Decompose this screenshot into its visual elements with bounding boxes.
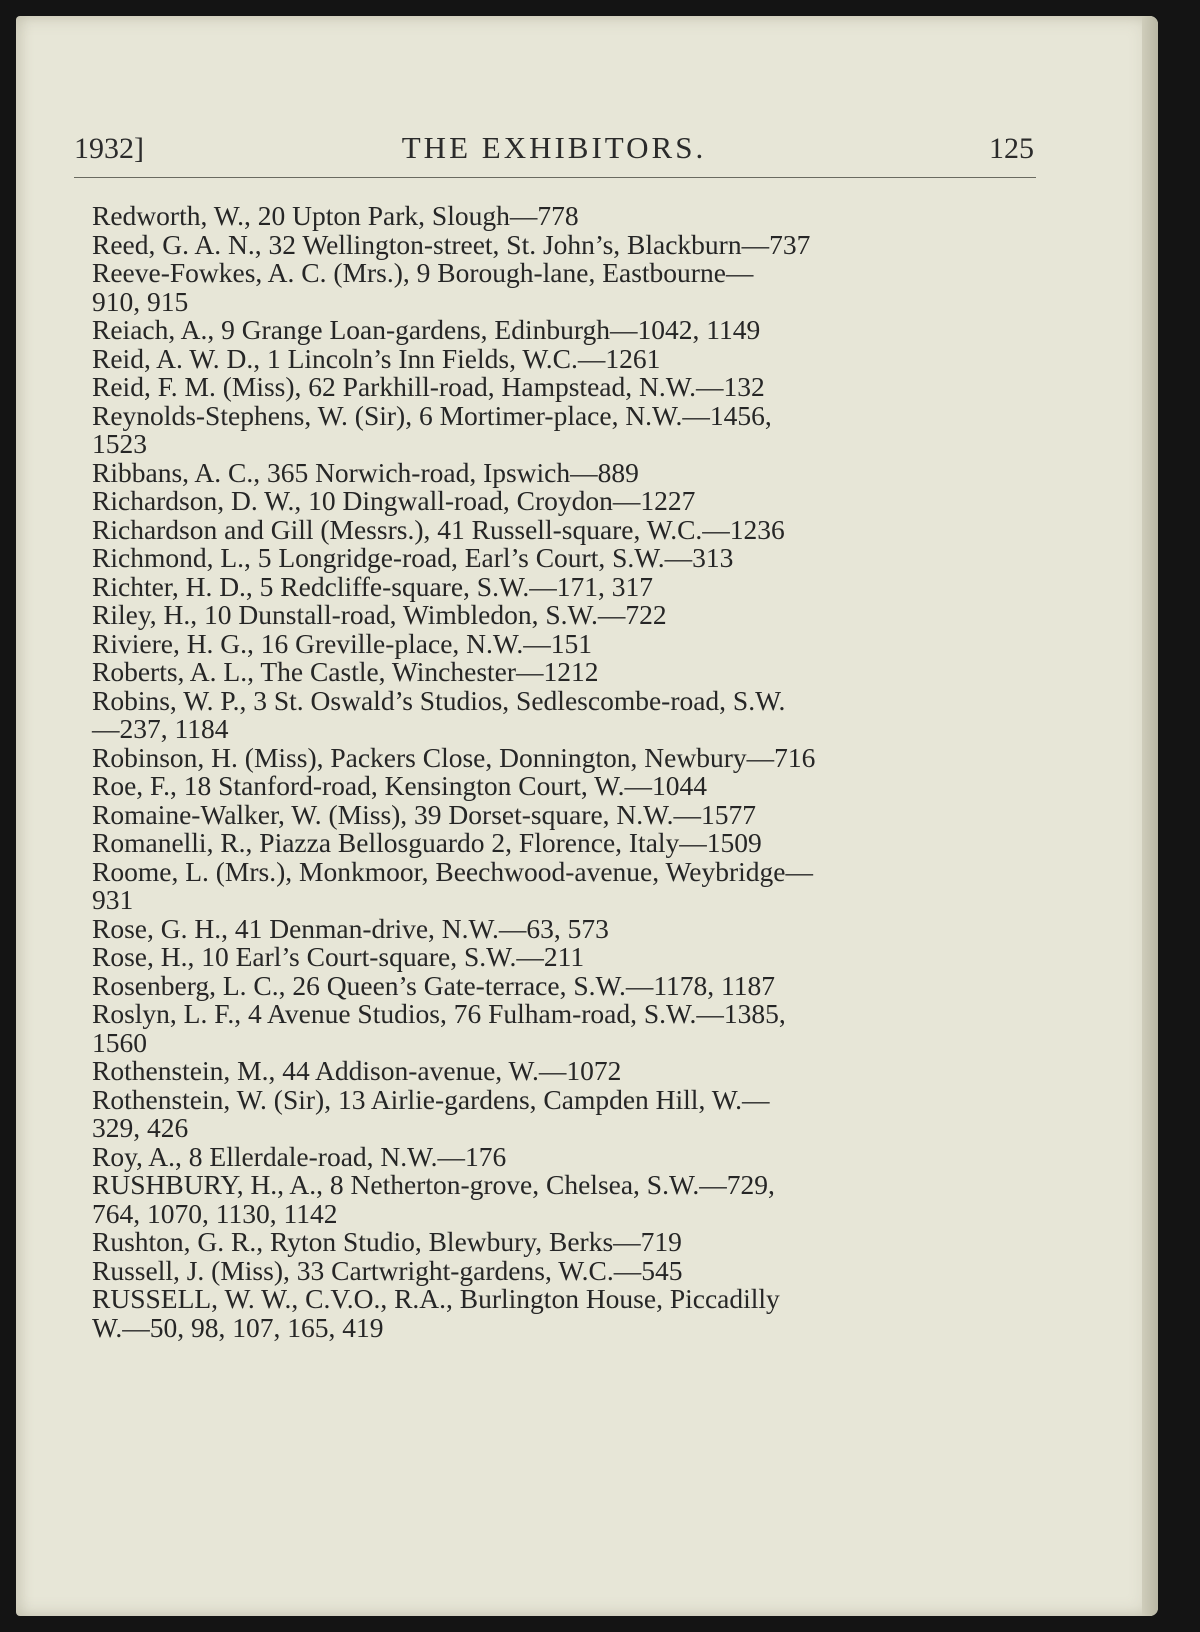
entry-line: Reid, F. M. (Miss), 62 Parkhill-road, Hampstead, N.W.—132 — [92, 371, 765, 402]
page-number: 125 — [989, 132, 1034, 165]
entry-line: Ribbans, A. C., 365 Norwich-road, Ipswich—889 — [92, 456, 639, 488]
entry-line: Rose, H., 10 Earl’s Court-square, S.W.—211 — [92, 941, 585, 972]
entry-continuation: 931 — [92, 884, 134, 915]
entry-line: Redworth, W., 20 Upton Park, Slough—778 — [92, 200, 579, 231]
exhibitor-entry — [92, 829, 1052, 858]
exhibitor-entry — [92, 1057, 1052, 1086]
exhibitor-entry — [92, 1171, 1052, 1228]
exhibitor-entry — [92, 969, 1052, 1001]
entry-continuation: 764, 1070, 1130, 1142 — [92, 1197, 338, 1229]
exhibitor-entry — [92, 1140, 1052, 1172]
exhibitor-entry — [92, 1083, 1052, 1143]
exhibitor-entry — [92, 741, 1052, 773]
entry-line: Richardson, D. W., 10 Dingwall-road, Croydon—1227 — [92, 485, 696, 516]
entry-line: Rothenstein, W. (Sir), 13 Airlie-gardens, Campden Hill, W.— — [92, 1083, 770, 1115]
exhibitor-entry — [92, 456, 1052, 488]
entry-line: RUSHBURY, H., A., 8 Netherton-grove, Chelsea, S.W.—729, — [92, 1169, 775, 1200]
exhibitor-entry — [92, 855, 1052, 915]
entry-line: Reed, G. A. N., 32 Wellington-street, St. John’s, Blackburn—737 — [92, 228, 811, 260]
entry-line: Roberts, A. L., The Castle, Winchester—1212 — [92, 656, 599, 687]
exhibitor-entry — [92, 627, 1052, 659]
exhibitor-entry — [92, 342, 1052, 374]
entry-line: Reid, A. W. D., 1 Lincoln’s Inn Fields, W.C.—1261 — [92, 342, 661, 374]
header-year: 1932] — [74, 132, 144, 165]
entry-line: RUSSELL, W. W., C.V.O., R.A., Burlington House, Piccadilly — [92, 1283, 780, 1314]
entry-continuation: 1523 — [92, 428, 147, 459]
entry-line: Rothenstein, M., 44 Addison-avenue, W.—1072 — [92, 1055, 622, 1086]
exhibitor-entry — [92, 259, 1052, 316]
entry-line: Reeve-Fowkes, A. C. (Mrs.), 9 Borough-lane, Eastbourne— — [92, 257, 754, 288]
exhibitor-entry — [92, 228, 1052, 260]
page-edge — [1142, 16, 1158, 1616]
exhibitor-entry — [92, 1254, 1052, 1286]
entry-line: Riviere, H. G., 16 Greville-place, N.W.—151 — [92, 627, 592, 659]
entry-line: Romanelli, R., Piazza Bellosguardo 2, Florence, Italy—1509 — [92, 827, 762, 858]
entry-line: Robins, W. P., 3 St. Oswald’s Studios, Sedlescombe-road, S.W. — [92, 684, 786, 716]
exhibitor-entry — [92, 772, 1052, 801]
entry-line: Rosenberg, L. C., 26 Queen’s Gate-terrace, S.W.—1178, 1187 — [92, 969, 776, 1001]
exhibitor-entry — [92, 1000, 1052, 1057]
entry-line: Reynolds-Stephens, W. (Sir), 6 Mortimer-place, N.W.—1456, — [92, 399, 772, 431]
book-page — [16, 16, 1158, 1616]
exhibitor-entry — [92, 658, 1052, 687]
running-header — [74, 128, 1034, 178]
page-title: THE EXHIBITORS. — [401, 130, 707, 165]
entry-line: Roslyn, L. F., 4 Avenue Studios, 76 Fulham-road, S.W.—1385, — [92, 998, 786, 1029]
entry-continuation: W.—50, 98, 107, 165, 419 — [92, 1311, 384, 1343]
exhibitor-entry — [92, 943, 1052, 972]
entry-line: Roy, A., 8 Ellerdale-road, N.W.—176 — [92, 1140, 507, 1172]
entry-line: Rushton, G. R., Ryton Studio, Blewbury, Berks—719 — [92, 1226, 682, 1257]
exhibitor-entry — [92, 513, 1052, 545]
entry-line: Riley, H., 10 Dunstall-road, Wimbledon, S.W.—722 — [92, 599, 667, 630]
entry-continuation: 1560 — [92, 1026, 147, 1058]
entry-line: Roome, L. (Mrs.), Monkmoor, Beechwood-avenue, Weybridge— — [92, 855, 813, 887]
entry-line: Rose, G. H., 41 Denman-drive, N.W.—63, 573 — [92, 912, 609, 944]
exhibitor-entry — [92, 487, 1052, 516]
exhibitor-entry — [92, 373, 1052, 402]
exhibitor-entry — [92, 1285, 1052, 1342]
exhibitor-list — [92, 202, 1052, 1342]
exhibitor-entry — [92, 1228, 1052, 1257]
exhibitor-entry — [92, 798, 1052, 830]
exhibitor-entry — [92, 601, 1052, 630]
exhibitor-entry — [92, 399, 1052, 459]
entry-continuation: 910, 915 — [92, 285, 189, 317]
entry-continuation: 329, 426 — [92, 1112, 189, 1143]
entry-line: Richmond, L., 5 Longridge-road, Earl’s Court, S.W.—313 — [92, 542, 734, 573]
entry-line: Reiach, A., 9 Grange Loan-gardens, Edinburgh—1042, 1149 — [92, 314, 761, 345]
entry-line: Romaine-Walker, W. (Miss), 39 Dorset-square, N.W.—1577 — [92, 798, 756, 830]
entry-line: Robinson, H. (Miss), Packers Close, Donnington, Newbury—716 — [92, 741, 816, 773]
exhibitor-entry — [92, 912, 1052, 944]
entry-line: Richardson and Gill (Messrs.), 41 Russell-square, W.C.—1236 — [92, 513, 785, 545]
header-rule — [74, 177, 1036, 178]
exhibitor-entry — [92, 202, 1052, 231]
entry-line: Roe, F., 18 Stanford-road, Kensington Court, W.—1044 — [92, 770, 707, 801]
exhibitor-entry — [92, 684, 1052, 744]
entry-line: Russell, J. (Miss), 33 Cartwright-gardens, W.C.—545 — [92, 1254, 683, 1286]
exhibitor-entry — [92, 544, 1052, 573]
entry-line: Richter, H. D., 5 Redcliffe-square, S.W.—171, 317 — [92, 570, 654, 602]
exhibitor-entry — [92, 316, 1052, 345]
entry-continuation: —237, 1184 — [92, 713, 229, 744]
exhibitor-entry — [92, 570, 1052, 602]
